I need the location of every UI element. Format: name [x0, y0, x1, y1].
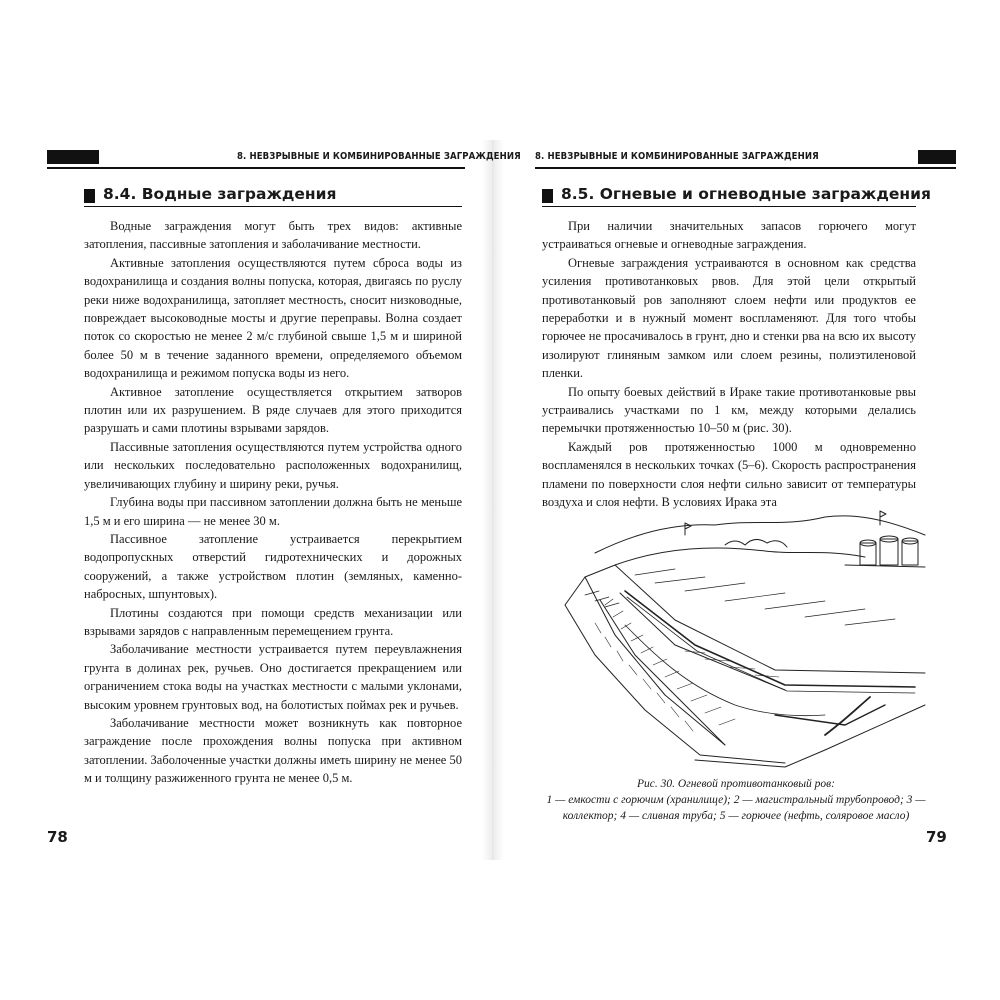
running-head-bar	[47, 150, 99, 164]
paragraph: Глубина воды при пассивном затоплении должна быть не меньше 1,5 м и его ширина — не менее 30 м.	[84, 495, 462, 528]
paragraph: Огневые заграждения устраиваются в основном как средства усиления противотанковых рвов. Для этой цели открытый противотанковый ров заполняют слоем нефти или продуктов ее переработки и в нужный момент воспламеняют. Для того чтобы горючее не просачивалось в грунт, дно и стенки рва на всю их высоту изолируют глиняным замком или слоем резины, полиэтиленовой пленки.	[542, 255, 916, 381]
figure-caption-title: Рис. 30. Огневой противотанковый ров:	[637, 778, 835, 790]
section-title: 8.5. Огневые и огневодные заграждения	[561, 185, 931, 203]
section-title: 8.4. Водные заграждения	[103, 185, 337, 203]
page-number: 79	[926, 828, 947, 846]
paragraph: Каждый ров протяженностью 1000 м одновременно воспламенялся в нескольких точках (5–6). Скорость распространения пламени по поверхности слоя нефти сильно зависит от температуры воздуха и слоя нефти. В условиях Ирака эта	[542, 439, 916, 510]
paragraph: Активное затопление осуществляется открытием затворов плотин или их разрушением. В ряде случаев для этого приходится разрушать и сами плотины взрывами зарядов.	[84, 384, 462, 436]
section-rule	[542, 206, 916, 207]
running-head-rule	[47, 167, 465, 169]
body-text	[84, 217, 462, 788]
paragraph: Водные заграждения могут быть трех видов: активные затопления, пассивные затопления и заболачивание местности.	[84, 219, 462, 252]
section-rule	[84, 206, 462, 207]
body-text	[542, 217, 916, 512]
paragraph: Плотины создаются при помощи средств механизации или взрывами зарядов с направленным перемещением грунта.	[84, 605, 462, 638]
paragraph: По опыту боевых действий в Ираке такие противотанковые рвы устраивались участками по 1 км, между которыми делались перемычки протяженностью 10–50 м (рис. 30).	[542, 384, 916, 436]
fire-antitank-ditch-illustration	[525, 505, 945, 775]
page-number: 78	[47, 828, 68, 846]
running-head-rule	[535, 167, 956, 169]
paragraph: Пассивные затопления осуществляются путем устройства одного или нескольких последовательно расположенных водохранилищ, увеличивающих глубину и ширину реки, ручья.	[84, 439, 462, 491]
fuel-tanks	[845, 536, 925, 567]
paragraph: Активные затопления осуществляются путем сброса воды из водохранилища и создания волны попуска, которая, двигаясь по руслу реки ниже водохранилища, затопляет местность, сносит низководные, повреждает высоководные мосты и другие переправы. Волна создает поток со скоростью не менее 2 м/с глубиной свыше 1,5 м и шириной более 50 м в течение заданного времени, определяемого объемом водохранилища и режимом попуска воды из него.	[84, 255, 462, 381]
figure-caption	[530, 776, 942, 824]
section-marker	[542, 189, 553, 203]
running-head: 8. НЕВЗРЫВНЫЕ И КОМБИНИРОВАННЫЕ ЗАГРАЖДЕНИЯ	[237, 151, 521, 162]
running-head-bar	[918, 150, 956, 164]
figure-caption-legend: 1 — емкости с горючим (хранилище); 2 — магистральный трубопровод; 3 — коллектор; 4 — сливная труба; 5 — горючее (нефть, соляровое масло)	[546, 794, 926, 822]
running-head: 8. НЕВЗРЫВНЫЕ И КОМБИНИРОВАННЫЕ ЗАГРАЖДЕНИЯ	[535, 151, 819, 162]
paragraph: Заболачивание местности устраивается путем переувлажнения грунта в долинах рек, ручьев. Оно достигается прекращением или ограничением стока воды на участках местности с малыми уклонами, высоким уровнем грунтовых вод, на болотистых поймах рек и ручьев.	[84, 642, 462, 712]
paragraph: Заболачивание местности может возникнуть как повторное заграждение после прохождения волны попуска при активном затоплении. Заболоченные участки должны иметь ширину не менее 50 м и толщину разжиженного грунта не менее 0,5 м.	[84, 715, 462, 786]
right-page	[500, 0, 1000, 1000]
paragraph: При наличии значительных запасов горючего могут устраиваться огневые и огневодные заграждения.	[542, 219, 916, 252]
section-marker	[84, 189, 95, 203]
paragraph: Пассивное затопление устраивается перекрытием водопропускных отверстий гидротехнических и дорожных сооружений, а также устройством плотин (земляных, каменно-набросных, шпунтовых).	[84, 531, 462, 602]
